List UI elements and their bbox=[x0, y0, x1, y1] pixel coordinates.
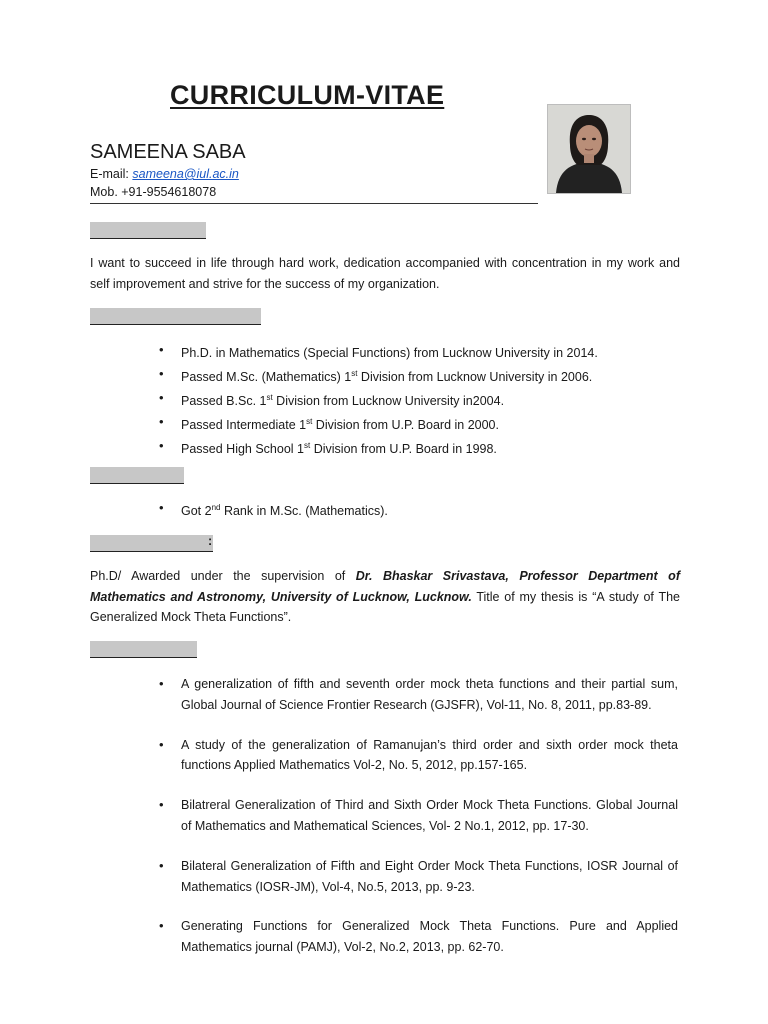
list-item: • Got 2nd Rank in M.Sc. (Mathematics). bbox=[159, 498, 679, 522]
list-item: • Passed High School 1st Division from U.P. Board in 1998. bbox=[159, 436, 679, 460]
mobile-line: Mob. +91-9554618078 bbox=[90, 185, 217, 199]
list-item: • A generalization of fifth and seventh order mock theta functions and their partial sum, Global Journal of Science Frontier Research (GJSFR), Vol-11, No. 8, 2011, pp.83-89. bbox=[159, 674, 678, 716]
publications-list bbox=[159, 674, 678, 958]
objective-text: I want to succeed in life through hard work, dedication accompanied with concentration in my work and self improvement and strive for the success of my organization. bbox=[90, 256, 680, 291]
objective-heading-bar bbox=[90, 222, 206, 239]
research-heading-colon: : bbox=[208, 534, 213, 548]
candidate-name: SAMEENA SABA bbox=[90, 141, 246, 163]
list-item: • Passed B.Sc. 1st Division from Lucknow University in2004. bbox=[159, 388, 679, 412]
publications-heading-bar bbox=[90, 641, 197, 658]
list-item: • Generating Functions for Generalized Mock Theta Functions. Pure and Applied Mathematics journal (PAMJ), Vol-2, No.2, 2013, pp. 62-70. bbox=[159, 916, 678, 958]
research-text: Ph.D/ Awarded under the supervision of Dr. Bhaskar Srivastava, Professor Department of Mathematics and Astronomy, University of Lucknow, Lucknow. Title of my thesis is “A study of The Generalized Mock Theta Functions”. bbox=[90, 569, 681, 624]
email-label: E-mail: bbox=[90, 167, 133, 181]
list-item: • Passed M.Sc. (Mathematics) 1st Division from Lucknow University in 2006. bbox=[159, 364, 679, 388]
list-item: • Ph.D. in Mathematics (Special Functions) from Lucknow University in 2014. bbox=[159, 340, 679, 364]
list-item: • Passed Intermediate 1st Division from U.P. Board in 2000. bbox=[159, 412, 679, 436]
portrait-image bbox=[548, 105, 630, 193]
list-item: • A study of the generalization of Ramanujan’s third order and sixth order mock theta functions Applied Mathematics Vol-2, No. 5, 2012, pp.157-165. bbox=[159, 735, 678, 777]
profile-photo bbox=[547, 104, 631, 194]
header-divider bbox=[90, 203, 538, 204]
research-heading-bar bbox=[90, 535, 213, 552]
email-link[interactable]: sameena@iul.ac.in bbox=[132, 167, 239, 181]
document-title: CURRICULUM-VITAE bbox=[170, 80, 445, 110]
list-item: • Bilateral Generalization of Fifth and Eight Order Mock Theta Functions, IOSR Journal of Mathematics (IOSR-JM), Vol-4, No.5, 2013, pp. 9-23. bbox=[159, 856, 678, 898]
achievements-heading-bar bbox=[90, 467, 184, 484]
education-heading-bar bbox=[90, 308, 261, 325]
achievements-list bbox=[159, 498, 679, 522]
list-item: • Bilatreral Generalization of Third and Sixth Order Mock Theta Functions. Global Journal of Mathematics and Mathematical Sciences, Vol- 2 No.1, 2012, pp. 17-30. bbox=[159, 795, 678, 837]
email-line bbox=[90, 167, 239, 181]
education-list bbox=[159, 340, 679, 460]
